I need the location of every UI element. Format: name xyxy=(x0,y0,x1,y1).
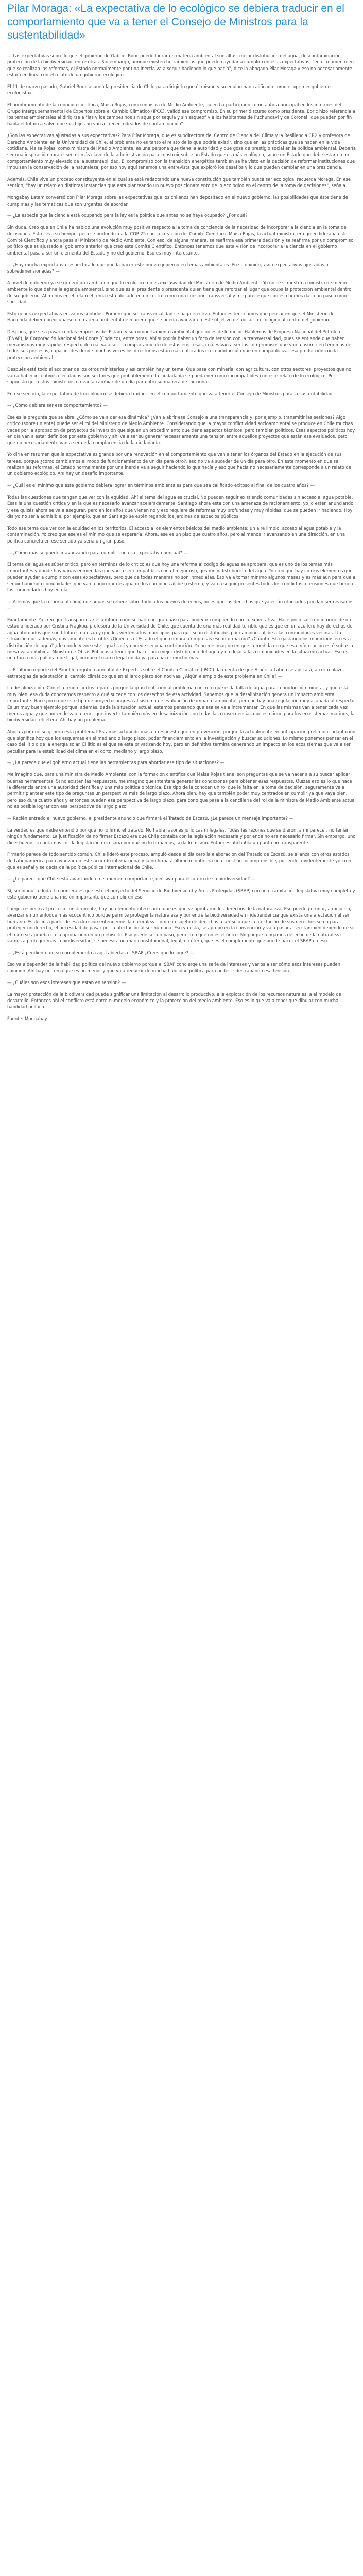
article-paragraph: — Recién entrado el nuevo gobierno, el presidente anunció que firmará el Tratado de Escazú. ¿Le parece un mensaje importante? — xyxy=(7,815,294,821)
article-paragraph: Después está todo el accionar de los otros ministerios y así también hay un tema. Qué pasa con minería, con agricultura, con otros sectores, proyectos que no van a haber incentivos ejecutados son sectores que probablemente la ciudadanía se pueda ver como incompatibles con este relato de lo ecológico. Por supuesto que estos ministerios no van a cambiar de un día para otro su manera de funcionar. xyxy=(7,366,352,385)
article-paragraph: — ¿La especie que la ciencia está ocupando para la ley es la política que antes no se haya ocupado? ¿Por qué? xyxy=(7,213,248,218)
article-paragraph: Sin duda. Creo que en Chile ha habido una evolución muy positiva respecto a la toma de conciencia de la necesidad de incorporar a la ciencia en la toma de decisiones. Esto lleva su tiempo, pero se profundizó a la COP 25 con la creación del Comité Científico. Maisa Rojas, la actual ministra, era quien lideraba este Comité Científico y ahora pasa al Ministerio de Medio Ambiente. Con eso, de alguna manera, se reafirma esa primera decisión y se reafirma por un compromiso político que es ajustado al gobierno anterior que creó este Comité Científico. Entonces tenemos que esta visión de incorporar a la ciencia en el gobierno ambiental pasa a ser un elemento del Estado y no del gobierno. Eso es muy interesante. xyxy=(7,225,354,256)
article-paragraph: — ¿Cómo más se puede ir avanzando para cumplir con esa expectativa puntual? — xyxy=(7,550,188,555)
article-paragraph: Me imagino que, para una ministra de Medio Ambiente, con la formación científica que Maisa Rojas tiene, son preguntas que se va hacer a a su buscar aplicar buenas herramientas. Si no existen las respuestas, me imagino que intentará generar las condiciones para obtener esas respuestas. Quizás eso es lo que hace la diferencia entre una autoridad científica y una más política o técnica. Ese tipo de la conocen un rol que le falta en la toma de decisión, seguramente va a permitir plantear este tipo de preguntas un perspectiva más de largo plazo. Ahora bien, hay que también poder muy centrados en cumplir ya que vaya bien, pero eso dura cuatro años y entonces pueden esa perspectiva de largo plazo, para cono que pasa a la cancillería del rol de la ministra de Medio Ambiente actual no es posible lograr con esa perspectiva de largo plazo. xyxy=(7,772,356,809)
article-paragraph: Además, Chile vive un proceso constituyente en el cual se está redactando una nueva constitución que también busca ser ecológica, recuerda Moraga. En ese sentido, "hay un relato en distintas instancias que está planteando un nuevo posicionamiento de lo ecológico en el centro de la toma de decisiones", señala. xyxy=(7,177,351,189)
article-paragraph: — ¿Cuál es el mínimo que este gobierno debiera lograr en términos ambientales para que sea calificado exitoso al final de los cuatro años? — xyxy=(7,483,315,488)
article-body xyxy=(7,53,356,1022)
article-paragraph: El tema del agua es súper crítico, pero en términos de lo crítico es que hoy una reforma al código de aguas se aprobara, que es uno de los temas más importantes y donde hay varias enmiendas que van a ser compatibles con el mejor uso, gestión y distribución del agua. Yo creo que hay ciertos elementos que pueden ayudar a cumplir con esas expectativas, pero que de todas maneras no son inmediatas. Eso va a tomar mínimo algunos meses y es más aún para que a seguir habiendo comunidades que van a procurar de agua de los camiones aljibe (cisterna) y van a seguir presentes todos los conflictos o tensiones que tienen las comunidades hoy en día. xyxy=(7,562,356,593)
article-paragraph: Ahora ¿por qué se genera esta problema? Estamos actuando más en respuesta que en prevención, porque la actualmente en anticipación preliminar adaptación que significa hoy que los esquemas en el mediano o largo plazo, poder financiamiento en la investigación y buscar soluciones. Lo mismo ponemos pensar en el caso del litio o de la energía solar. El litio es el que se está privatizando hoy, pero en definitiva termina generando un impacto en los ecosistemas que va a ser peculiar para la estabilidad del clima en el corto, mediano y largo plazo. xyxy=(7,729,356,754)
article-paragraph: Mongabay Latam conversó con Pilar Moraga sobre las expectativas que los chilenos han depositado en el nuevo gobierno, las posibilidades que éste tiene de cumplirlas y las temáticas que son urgentes de abordar. xyxy=(7,195,348,207)
article-paragraph: — ¿Cómo debiera ser ese comportamiento? — xyxy=(7,402,108,408)
article-paragraph: — ¿Le parece que Chile está avanzando en el momento importante, decisivo para el futuro de su biodiversidad? — xyxy=(7,876,256,882)
article-paragraph: — ¿Está pendiente de su complemento a aquí abiertas el SBAP ¿Crees que lo logre? — xyxy=(7,950,195,955)
article-paragraph: — Además que la reforma al código de aguas se refiere sobre todo a los nuevos derechos, no es que los derechos que ya están otorgados puedan ser revisados. — xyxy=(7,599,355,611)
article-paragraph: El nombramiento de la conocida científica, Maisa Rojas, como ministra de Medio Ambiente, quien ha participado como autora principal en los informes del Grupo Intergubernamental de Expertos sobre el Cambio Climático (IPCC), validó ese compromiso. En su primer discurso como presidente, Boric hizo referencia a los temas ambientales al dirigirse a "las y los campesinos sin agua por sequía y sin saqueo" y a los habitantes de Puchuncaví y de Coronel "que pueden por fin habla el futuro a salvo que sus hijos no van a crecer rodeados de contaminación". xyxy=(7,102,355,127)
article-paragraph: — El último reporte del Panel Intergubernamental de Expertos sobre el Cambio Climático (IPCC) da cuenta de que América Latina se aplicará, a corto plazo, estrategias de adaptación al cambio climático que en el largo plazo son nocivas. ¿Algún ejemplo de este problema en Chile? — xyxy=(7,667,344,679)
article-paragraph: Yo diría en resumen que la expectativa es grande por una renovación en el comportamiento que van a tener los órganos del Estado en la ejecución de sus tareas, porque ¿cómo cambiamos el modo de funcionamiento de un día para otro?, eso no va a suceder de un día para otro. En este momento en que se realizan las reformas, el Estado normalmente por una inercia va a seguir haciendo lo que hacía y eso que hacía no necesariamente corresponde a un relato de un gobierno ecológico. Ahí hay un desafío importante. xyxy=(7,452,351,477)
article-paragraph: — ¿Cuáles son esos intereses que están en tensión? — xyxy=(7,979,126,985)
article-paragraph: El 11 de marzo pasado, Gabriel Boric asumió la presidencia de Chile para dirigir lo que él mismo y su equipo han calificado como el «primer gobierno ecologista». xyxy=(7,84,331,96)
article-paragraph: Fuente: Mongabay xyxy=(7,1016,47,1022)
article-paragraph: Firmarlo parece de todo sentido común. Chile lideró este proceso, ampuló desde el día cero la elaboración del Tratado de Escazú, se alianza con otros estados de Latinoamérica para avanzar en este acuerdo internacional y la no firma a último minuto era una cuestión incomprensible, por ende, evidentemente yo creo que es señal y se decía de la política pública internacional de Chile. xyxy=(7,852,351,870)
article-paragraph: Exactamente. Yo creo que transparentarle la información se haría un gran paso para poder ir cumpliendo con lo expectativa. Hace poco salió un informe de un estudio liderado por Cristina Fragkou, profesora de la Universidad de Chile, que cuenta de una más realidad terrible que es que en un acuífero hay derechos de agua otorgados que son titulares no usan y que los vierten a los municipios para que sean distribuidos por camiones aljibe a las comunidades vecinas. Un situación que, además, obviamente es terrible. ¿Quién es el Estado el que compra a empresas ese información? ¿Cuánto está gastando los municipios en esta distribución de agua? ¿de dónde viene este agua?, así ya puede ser una contribución. Yo no me imagino en que la medida en que esa información esté sobre la mesa va a exhibir al Ministro de Obras Públicas a tener que hacer una mejor distribución del agua y no dejar a las comunidades en la situación actual. Ese es una tarea más política que legal, porque el marco legal no da ya para hacer mucho más. xyxy=(7,617,353,661)
article-paragraph: Todas las cuestiones que tengan que ver con la equidad. Ahí el tema del agua es crucial. No pueden seguir existiendo comunidades sin acceso al agua potable. Esas la una cuestión crítica y en la que es necesario avanzar aceleradamente. Santiago ahora está con una amenaza de racionamiento, yo lo estén anunciando, y ese quizás ahora se va a asegurar, pero en los años que vienen no y eso requiere de reformas muy profundas y muy rápidas, que se pueden ir haciendo. Hoy día yo no sería admisible, por ejemplo, que en Santiago se estén regando los jardines de espacios públicos. xyxy=(7,494,355,519)
article-paragraph: ¿Son las expectativas ajustadas a sus expectativas? Para Pilar Moraga, que es subdirectora del Centro de Ciencia del Clima y la Resiliencia CR2 y profesora de Derecho Ambiental en la Universidad de Chile, el problema no es tanto el relato de lo que podría existir, sino que en las prácticas que se hacen en la vida cotidiana. Maisa Rojas, como ministra del Medio Ambiente, es una persona que tiene la autoridad y que goza de prestigio social en la política ambiental. Debería ser una inspiración para el sector más clave de la administración para construir sobre un Estado que es más ecológico, sobre un Estado que debe estar en un comportamiento muy elevado de la sustentabilidad. El compromiso con la transición energética también se ha visto en la decisión de reformar instituciones que impulsen la conservación de la naturaleza, por eso hoy aquí tenemos una entrevista que exploró los desafíos y lo que pueden cambiar en una presidencia. xyxy=(7,133,356,171)
article-paragraph: Todo ese tema que ver con la equidad en los territorios. El acceso a los elementos básicos del medio ambiente: un aire limpio, acceso al agua potable y la contaminación. Yo creo que ese es el mínimo que se esperaría. Ahora, ese es un piso que cuatro años, pero al menos ir avanzando en una dirección, en una política concreta en ese sentido ya sería un gran paso. xyxy=(7,525,345,544)
article-paragraph: La desalinización. Con ella tengo ciertos reparos porque la gran tentación al problema concreto que es la falta de agua para la producción minera, y que está muy bien, esa duda conocemos respecto a qué sucede con los desechos de esa actividad. Sabemos que la desalinización genera un impacto ambiental importante. Hace poco que este tipo de proyectos ingresa al sistema de evaluación de impacto ambiental, pero no hay una regulación muy acabada al respecto. Es un muy buen ejemplo porque, además, dada la situación actual, estamos pensando que esa se va a incrementar. En que las mismas van a tener cada vez menos agua y que por ende van a tener que invertir también más en desalinización con todas las consecuencias que eso tiene para los ecosistemas marinos, la biodiversidad, etcétera. Ahí hay un problema. xyxy=(7,685,356,723)
article-title: Pilar Moraga: «La expectativa de lo ecológico se debiera traducir en el comportamiento que va a tener el Consejo de Ministros para la sustentabilidad» xyxy=(7,3,344,41)
article-paragraph: Ese es la pregunta que se abre. ¿Cómo se va a dar esa dinámica? ¿Van a abrir ese Consejo a una transparencia y, por ejemplo, transmitir las sesiones? Algo crítico (sobre un ente) puede ser el rol del Ministerio de Medio Ambiente. Considerando que la mayor conflictividad socioambiental se produce en Chile muchas veces por la aprobación de proyectos de inversión que siguen un procedimiento que tiene aspectos técnicos, pero también políticos. Esas aspectos políticos hoy en día van a estar definidos por este gobierno y ahí va a ser su generar necesariamente una tensión entre aquellos proyectos que están ese evaluados, pero que no necesariamente van a ser de la complacencia de la ciudadanía. xyxy=(7,414,355,446)
article-paragraph: — ¿Hay mucha expectativa respecto a lo que pueda hacer este nuevo gobierno en temas ambientales. En su opinión, ¿son expectativas ajustadas o sobredimensionadas? — xyxy=(7,262,329,274)
article-paragraph: Eso va a depender de la habilidad política del nuevo gobierno porque el SBAP concierge una serie de intereses y varios a ser cómo esos intereses pueden coincidir. Ahí hay un tema que es no menor y que va a requerir de mucha habilidad política para poder ir destrabando esa tensión. xyxy=(7,961,340,973)
article-paragraph: A nivel de gobierno ya se generó un cambio en que lo ecológico no es exclusividad del Ministerio de Medio Ambiente. Yo no sé si mostró a ministra de medio ambiente lo que define la agenda ambiental, sino que es el presidente o presidenta quien tiene que reforzar el lugar que ocupa la protección ambiental dentro de su gobierno. Al menos en el relato el tema está ubicado en un centro como una cuestión transversal y me parece que con eso hemos dado un paso como sociedad. xyxy=(7,280,352,305)
article-paragraph: — Las expectativas sobre lo que el gobierno de Gabriel Boric puede lograr en materia ambiental son altas: mejor distribución del agua, descontaminación, protección de la biodiversidad, entre otras. Sin embargo, aunque existen herramientas que pueden ayudar a cumplir con esas expectativas, "en el momento en que se realizan las reformas, el Estado normalmente por una inercia va a seguir haciendo lo que hacía", dice la abogada Pilar Moraga y eso no necesariamente estará en línea con el relato de un gobierno ecológico. xyxy=(7,53,354,78)
article-paragraph: Luego, respecto al proceso constituyente, hay un elemento interesante que es que se aprobaron los derechos de la naturaleza. Eso puede permitir, a mi juicio, avanzar en un enfoque más ecocéntrico porque permite proteger la naturaleza y por entre la biodiversidad en independencia que exista una afectación al ser humano. Es decir, a partir de esa decisión entendemos la naturaleza como un sujeto de derechos a ser sólo que la afectación de sus derechos se da para proteger un derecho, el necesidad de pasar por la afectación al ser humano. Eso ya está, se aprobó en la convención y va a pasar a ser: también depende de si el texto se aprueba en la aprobación en un plebiscito. Eso puede ser un paso, pero creo que no es el único. No porque tengamos derecho de la naturaleza vamos a proteger más la biodiversidad, se necesita un marco institucional, legal, etcétera, que es el complemento que puede hacer el SBAP en eso. xyxy=(7,906,354,943)
article-paragraph: Esto genera expectativas en varios sentidos. Primero que se transversalidad se haga efectiva. Entonces tendríamos que pensar en que el Ministerio de Hacienda debiera preocuparse en materia ambiental de manera que se pueda avanzar en este objetivo de ubicar lo ecológico al centro del gobierno. xyxy=(7,311,335,323)
article xyxy=(7,0,356,1038)
article-paragraph: La mayor protección de la biodiversidad puede significar una limitación al desarrollo productivo, a la explotación de los recursos naturales, a el modelo de desarrollo. Entonces ahí el conflicto está entre el modelo económico y la protección del medio ambiente. Eso es lo que va a tener que dibujar con mucha habilidad política. xyxy=(7,991,341,1010)
article-paragraph: Después, que se a pasar con las empresas del Estado y su comportamiento ambiental que no es de lo mejor. Hablemos de Empresa Nacional del Petróleo (ENAP), la Corporación Nacional del Cobre (Codelco), entre otras. Ahí sí podría haber un foco de tensión con la transversalidad, pues se entiende que haber mecanismos muy rápidos respecto de cuál va a ser el comportamiento de estas empresas, cuáles van a ser los compromisos que van a asumir en términos de todos sus procesos, capacidades donde muchas veces los directorios están más enfocados en la producción que en compatibilizar esa producción con la protección ambiental. xyxy=(7,329,352,360)
article-paragraph: La verdad es que nadie entendió por qué no lo firmó el tratado. No había razones jurídicas ni legales. Todas las razones que se dieron, a mi parecer, no tenían ningún fundamento. La justificación de no firmar Escazú era que Chile contaba con la legislación necesaria y por ende no era necesario firmar. Sin embargo, uno dice: bueno, si contamos con la legislación necesaria por qué no lo firmamos, si da lo mismo. Entonces ahí había un punto no transparente. xyxy=(7,827,356,845)
article-paragraph: En ese sentido, la expectativa de lo ecológico se debiera traducir en el comportamiento que va a tener el Consejo de Ministros para la sustentabilidad. xyxy=(7,391,334,397)
article-paragraph: Sí, sin ninguna duda. La primera es que esté el proyecto del Servicio de Biodiversidad y Áreas Protegidas (SBAP) con una tramitación legislativa muy completa y este gobierno tiene una misión importante que cumplir en eso. xyxy=(7,888,355,900)
article-paragraph: — ¿La parece que el gobierno actual tiene las herramientas para abordar ese tipo de situaciones? — xyxy=(7,760,225,766)
